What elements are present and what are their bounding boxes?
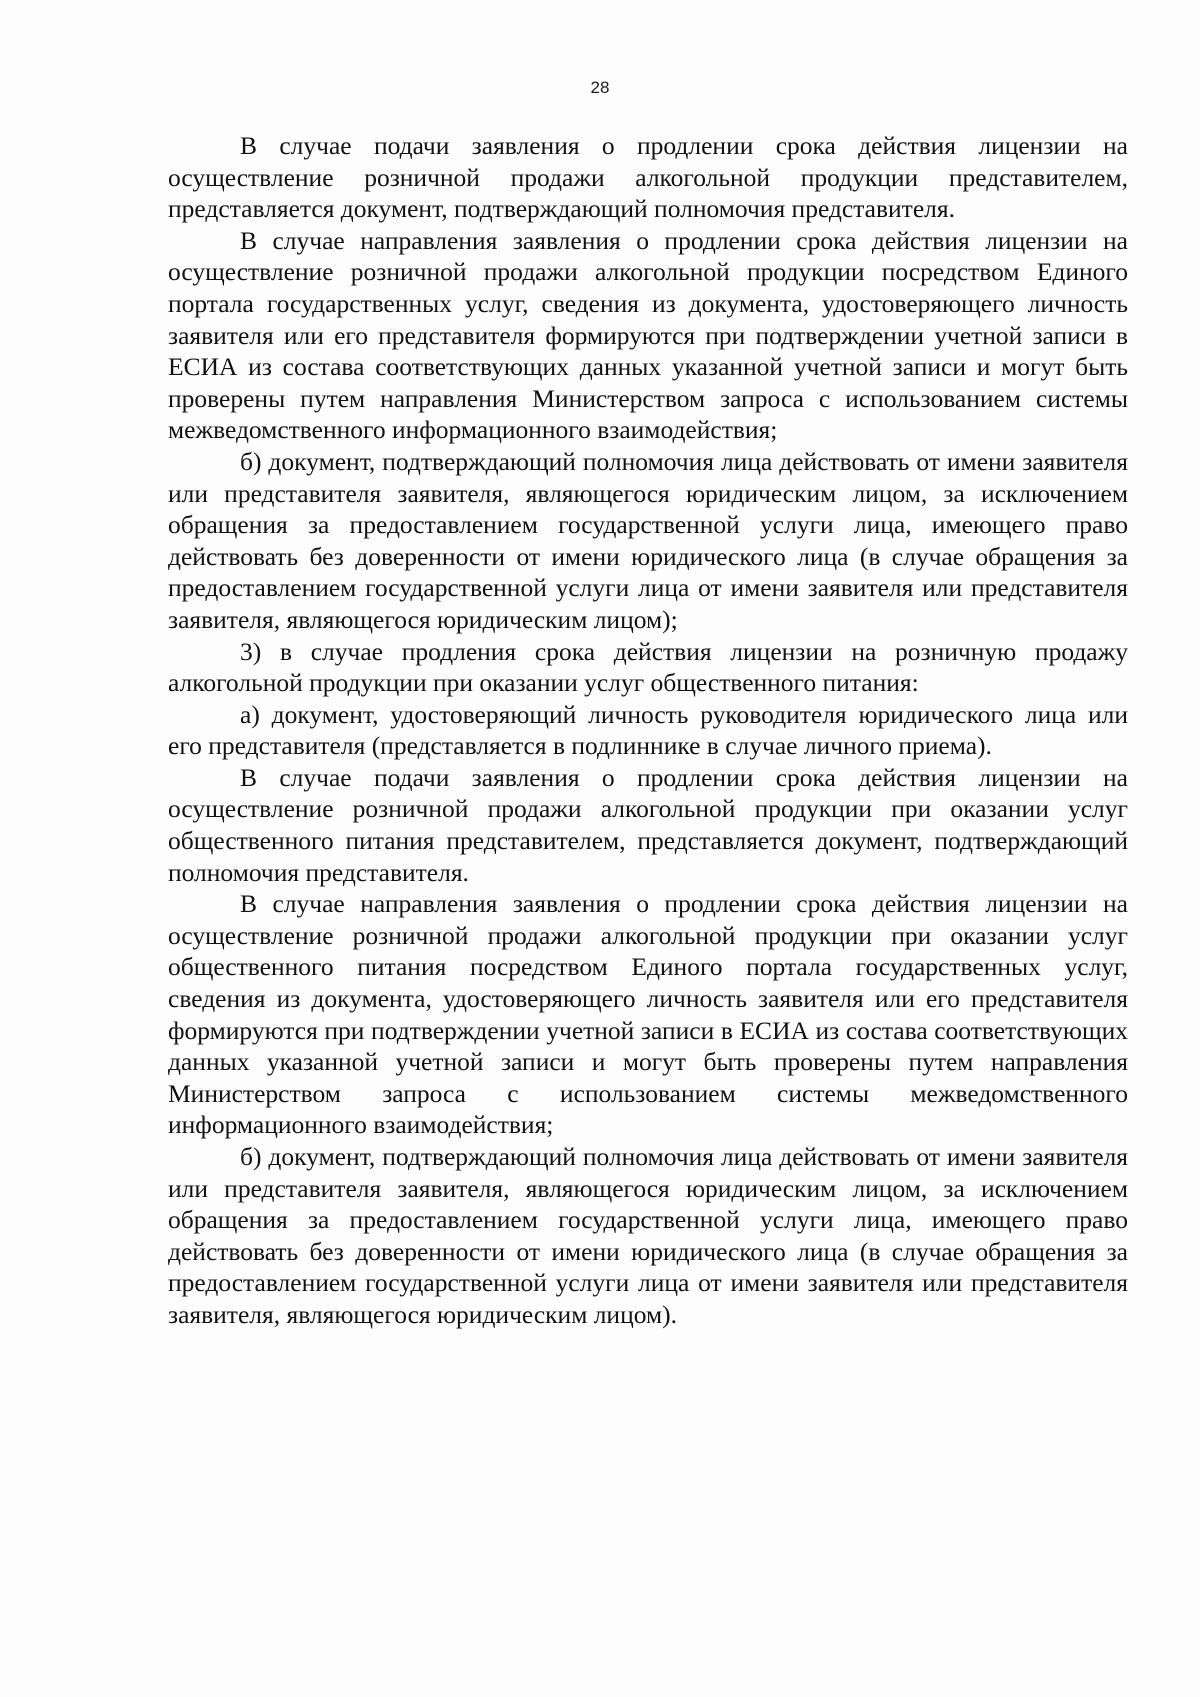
- paragraph-item-b-authority-document: б) документ, подтверждающий полномочия лица действовать от имени заявителя или представителя заявителя, являющегося юридическим лицом, за исключением обращения за предоставлением государственной услуги лица, имеющего право действовать без доверенности от имени юридического лица (в случае обращения за предоставлением государственной услуги лица от имени заявителя или представителя заявителя, являющегося юридическим лицом);: [168, 446, 1128, 634]
- paragraph-item-a-identity-document: а) документ, удостоверяющий личность руководителя юридического лица или его представителя (представляется в подлиннике в случае личного приема).: [168, 699, 1128, 761]
- paragraph-representative-submission: В случае подачи заявления о продлении срока действия лицензии на осуществление розничной продажи алкогольной продукции представителем, представляется документ, подтверждающий полномочия представителя.: [168, 131, 1128, 224]
- paragraph-catering-epgu-submission: В случае направления заявления о продлении срока действия лицензии на осуществление розничной продажи алкогольной продукции при оказании услуг общественного питания посредством Единого портала государственных услуг, сведения из документа, удостоверяющего личность заявителя или его представителя формируются при подтверждении учетной записи в ЕСИА из состава соответствующих данных указанной учетной записи и могут быть проверены путем направления Министерством запроса с использованием системы межведомственного информационного взаимодействия;: [168, 889, 1128, 1140]
- paragraph-epgu-submission: В случае направления заявления о продлении срока действия лицензии на осуществление розничной продажи алкогольной продукции посредством Единого портала государственных услуг, сведения из документа, удостоверяющего личность заявителя или его представителя формируются при подтверждении учетной записи в ЕСИА из состава соответствующих данных указанной учетной записи и могут быть проверены путем направления Министерством запроса с использованием системы межведомственного информационного взаимодействия;: [168, 225, 1128, 445]
- paragraph-item-3-catering: 3) в случае продления срока действия лицензии на розничную продажу алкогольной продукции при оказании услуг общественного питания:: [168, 636, 1128, 698]
- paragraph-catering-item-b-authority-document: б) документ, подтверждающий полномочия лица действовать от имени заявителя или представителя заявителя, являющегося юридическим лицом, за исключением обращения за предоставлением государственной услуги лица, имеющего право действовать без доверенности от имени юридического лица (в случае обращения за предоставлением государственной услуги лица от имени заявителя или представителя заявителя, являющегося юридическим лицом).: [168, 1142, 1128, 1329]
- page-number: 28: [590, 78, 610, 97]
- paragraph-catering-representative-submission: В случае подачи заявления о продлении срока действия лицензии на осуществление розничной продажи алкогольной продукции при оказании услуг общественного питания представителем, представляется документ, подтверждающий полномочия представителя.: [168, 762, 1128, 887]
- document-body: [168, 130, 1128, 1331]
